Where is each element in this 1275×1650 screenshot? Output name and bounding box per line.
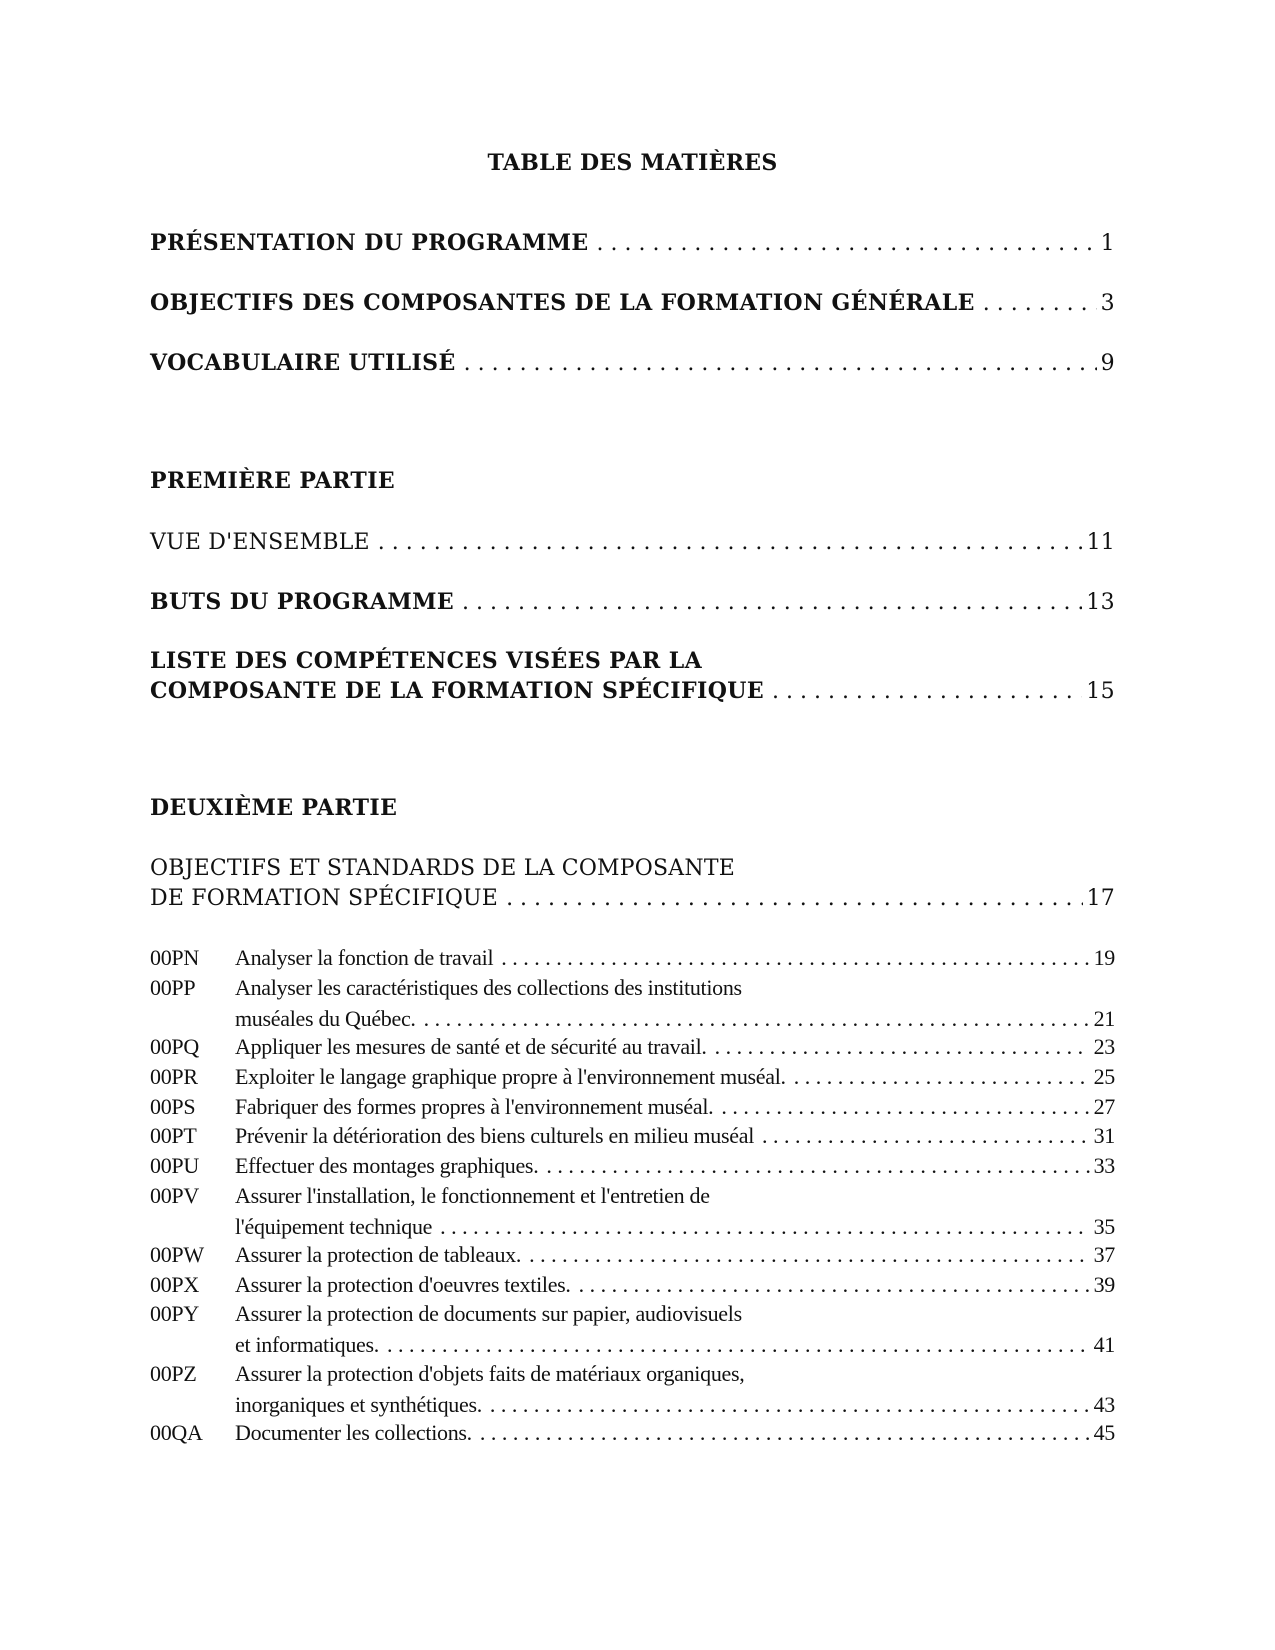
toc-page-number: 17 (1086, 886, 1115, 911)
competence-title-line1: Assurer l'installation, le fonctionnement et l'entretien de (235, 1182, 710, 1208)
competence-title-line1: Assurer la protection d'objets faits de matériaux organiques, (235, 1360, 745, 1386)
competence-title (235, 1150, 1115, 1181)
competence-title-line1: Documenter les collections. (235, 1420, 472, 1446)
toc-entry-label: BUTS DU PROGRAMME (150, 589, 455, 615)
dot-leader (772, 676, 1082, 707)
toc-entry-vocabulaire[interactable] (150, 348, 1115, 379)
competence-code: 00PV (150, 1182, 199, 1208)
competence-title-line1: Assurer la protection de tableaux. (235, 1242, 522, 1267)
toc-page-number: 25 (1093, 1063, 1115, 1089)
competence-title-line1: Prévenir la détérioration des biens culturels en milieu muséal (235, 1123, 755, 1149)
toc-entry-label-line1: LISTE DES COMPÉTENCES VISÉES PAR LA (150, 648, 703, 674)
competence-code: 00PT (150, 1123, 197, 1149)
toc-page-number: 39 (1093, 1271, 1115, 1297)
competence-title (235, 1239, 1115, 1270)
competence-title-line2: l'équipement technique (235, 1213, 433, 1239)
competence-title (235, 1031, 1115, 1062)
section-heading-part2: DEUXIÈME PARTIE (150, 795, 398, 821)
competence-code: 00PN (150, 945, 199, 970)
dot-leader (762, 1120, 1090, 1151)
toc-page-number: 11 (1086, 530, 1115, 555)
competence-title (235, 1061, 1115, 1092)
dot-leader (983, 288, 1097, 319)
dot-leader (378, 527, 1083, 558)
competence-title (235, 1120, 1115, 1151)
toc-page-number: 1 (1100, 231, 1115, 256)
competence-title-line1: Analyser les caractéristiques des collections des institutions (235, 974, 742, 1000)
toc-entry-buts[interactable] (150, 587, 1115, 618)
toc-entry-label: OBJECTIFS DES COMPOSANTES DE LA FORMATION GÉNÉRALE (150, 290, 975, 316)
competence-code: 00PZ (150, 1360, 197, 1386)
dot-leader (546, 1150, 1089, 1181)
competence-title-line2: et informatiques. (235, 1332, 379, 1358)
competence-title (235, 1269, 1115, 1300)
toc-page-number: 43 (1093, 1391, 1115, 1417)
competence-title (235, 972, 1115, 1034)
toc-page-number: 35 (1093, 1213, 1115, 1239)
dot-leader (579, 1269, 1090, 1300)
page-title: TABLE DES MATIÈRES (487, 150, 778, 176)
toc-entry-vue-ensemble[interactable] (150, 527, 1115, 558)
toc-entry-objectifs-generale[interactable] (150, 288, 1115, 319)
toc-entry-label: VUE D'ENSEMBLE (150, 530, 370, 555)
toc-entry-label: PRÉSENTATION DU PROGRAMME (150, 230, 589, 256)
competence-title-line1: Exploiter le langage graphique propre à l'environnement muséal. (235, 1063, 786, 1089)
competence-title (235, 1091, 1115, 1122)
competence-title-line2: muséales du Québec. (235, 1005, 416, 1031)
toc-page-number: 27 (1093, 1093, 1115, 1119)
dot-leader (506, 883, 1083, 914)
dot-leader (529, 1239, 1090, 1270)
toc-page-number: 13 (1086, 590, 1115, 615)
competence-code: 00PP (150, 974, 196, 1000)
competence-title (235, 942, 1115, 973)
dot-leader (490, 1389, 1090, 1420)
toc-entry-label: VOCABULAIRE UTILISÉ (150, 350, 456, 376)
dot-leader (480, 1417, 1090, 1448)
toc-entry-label-line1: OBJECTIFS ET STANDARDS DE LA COMPOSANTE (150, 856, 735, 881)
toc-page-number: 23 (1093, 1034, 1115, 1060)
competence-title-line1: Analyser la fonction de travail (235, 945, 494, 970)
dot-leader (387, 1329, 1090, 1360)
competence-code: 00PR (150, 1063, 198, 1089)
toc-page-number: 21 (1093, 1005, 1115, 1031)
competence-title-line2: inorganiques et synthétiques. (235, 1391, 482, 1417)
toc-page-number: 45 (1093, 1420, 1115, 1446)
competence-code: 00QA (150, 1420, 203, 1446)
dot-leader (597, 228, 1097, 259)
toc-entry-objectifs-standards[interactable] (150, 853, 1115, 914)
toc-page-number: 31 (1093, 1123, 1115, 1149)
competence-title-line1: Assurer la protection de documents sur papier, audiovisuels (235, 1301, 742, 1327)
toc-page-number: 19 (1093, 945, 1115, 970)
dot-leader (424, 1003, 1090, 1034)
toc-page-number: 37 (1093, 1242, 1115, 1267)
competence-code: 00PX (150, 1271, 199, 1297)
dot-leader (462, 587, 1082, 618)
section-heading-part1: PREMIÈRE PARTIE (150, 468, 396, 494)
toc-page-number: 41 (1093, 1332, 1115, 1358)
competence-title-line1: Fabriquer des formes propres à l'environnement muséal. (235, 1093, 714, 1119)
dot-leader (501, 942, 1089, 973)
competence-title-line1: Appliquer les mesures de santé et de sécurité au travail. (235, 1034, 707, 1060)
competence-code: 00PY (150, 1301, 199, 1327)
dot-leader (721, 1091, 1089, 1122)
dot-leader (464, 348, 1097, 379)
dot-leader (715, 1031, 1090, 1062)
competence-code: 00PS (150, 1093, 196, 1119)
competence-code: 00PQ (150, 1034, 199, 1060)
competence-title-line1: Assurer la protection d'oeuvres textiles. (235, 1271, 571, 1297)
toc-entry-presentation[interactable] (150, 228, 1115, 259)
competence-title (235, 1298, 1115, 1360)
toc-page (150, 0, 1115, 1650)
competence-code: 00PW (150, 1242, 204, 1267)
toc-entry-label-line2: COMPOSANTE DE LA FORMATION SPÉCIFIQUE (150, 678, 765, 704)
competence-code: 00PU (150, 1152, 199, 1178)
toc-page-number: 3 (1100, 291, 1115, 316)
toc-entry-label-line2: DE FORMATION SPÉCIFIQUE (150, 886, 499, 911)
competence-title (235, 1358, 1115, 1420)
toc-page-number: 15 (1086, 679, 1115, 704)
dot-leader (794, 1061, 1090, 1092)
competence-title-line1: Effectuer des montages graphiques. (235, 1152, 539, 1178)
dot-leader (440, 1211, 1089, 1242)
toc-page-number: 9 (1100, 351, 1115, 376)
toc-entry-liste-competences[interactable] (150, 646, 1115, 707)
toc-page-number: 33 (1093, 1152, 1115, 1178)
competence-title (235, 1180, 1115, 1242)
competence-title (235, 1417, 1115, 1448)
